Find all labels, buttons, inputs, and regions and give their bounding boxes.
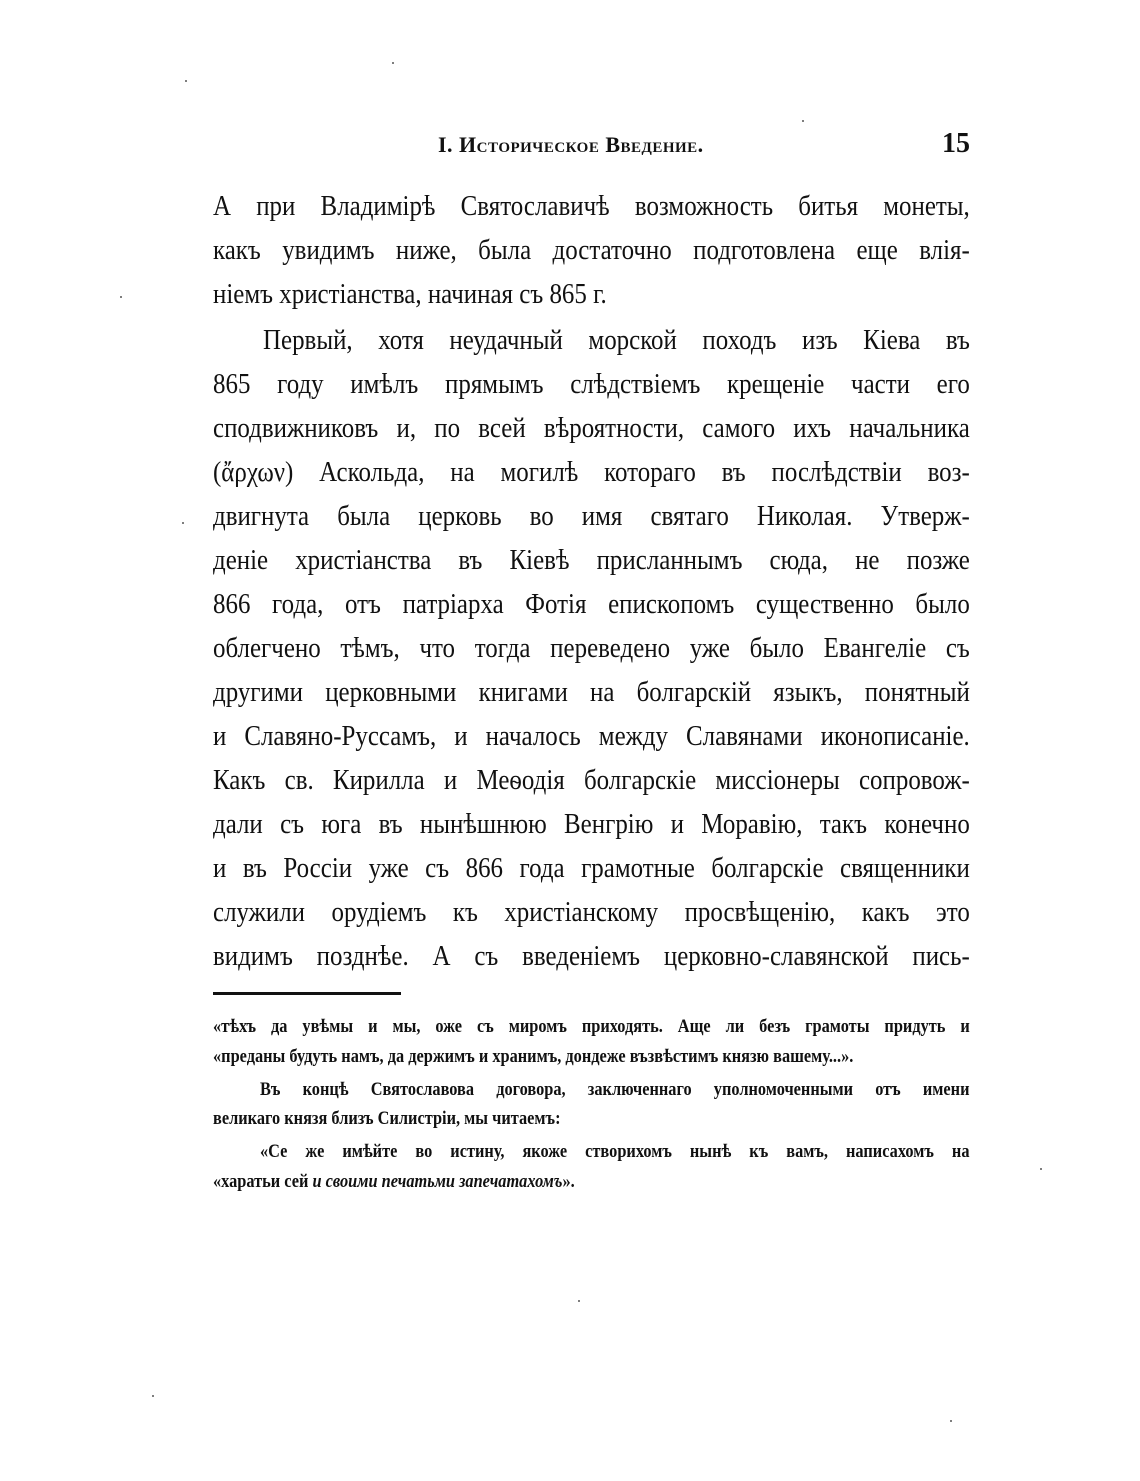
running-title: I. Историческое Введение. [438,132,704,157]
body-line: какъ увидимъ ниже, была достаточно подготовлена еще влія- [213,234,970,266]
body-line: видимъ позднѣе. А съ введеніемъ церковно-славянской пись- [213,940,970,972]
body-line: деніе христіанства въ Кіевѣ присланнымъ сюда, не позже [213,544,970,576]
paper-speck [802,120,804,122]
page-number: 15 [942,128,970,159]
body-line: 866 года, отъ патріарха Фотія епископомъ существенно было [213,588,970,620]
paper-speck [392,62,394,64]
footnote-line: «тѣхъ да увѣмы и мы, оже съ миромъ приходять. Аще ли безъ грамоты придуть и [213,1016,970,1037]
body-line: Какъ св. Кирилла и Меѳодія болгарскіе миссіонеры сопровож- [213,764,970,796]
body-line: дали съ юга въ нынѣшнюю Венгрію и Моравію, такъ конечно [213,808,970,840]
footnote-line: великаго князя близъ Силистріи, мы читаемъ: [213,1108,561,1129]
footnote-line [213,1170,970,1194]
paper-speck [1040,1168,1042,1170]
footnote-line: «преданы будуть намъ, да держимъ и хранимъ, дондеже възвѣстимъ князю вашему...». [213,1046,854,1067]
body-line: и Славяно-Руссамъ, и началось между Славянами иконописаніе. [213,720,970,752]
body-line: служили орудіемъ къ христіанскому просвѣщенію, какъ это [213,896,970,928]
footnote-line: Въ концѣ Святославова договора, заключеннаго уполномоченными отъ имени [260,1079,970,1100]
paper-speck [578,1300,580,1302]
body-line: А при Владимірѣ Святославичѣ возможность битья монеты, [213,190,970,222]
footnote-italic-text: и своими печатьми запечатахомъ [312,1171,563,1192]
body-line: ніемъ христіанства, начиная съ 865 г. [213,278,607,310]
paper-speck [120,296,122,298]
paper-speck [182,522,184,524]
body-line: Первый, хотя неудачный морской походъ изъ Кіева въ [263,324,970,356]
body-line: двигнута была церковь во имя святаго Николая. Утверж- [213,500,970,532]
footnote-rule [213,992,401,995]
paper-speck [185,80,187,82]
body-line: (ἄρχων) Аскольда, на могилѣ котораго въ послѣдствіи воз- [213,456,970,488]
body-line: 865 году имѣлъ прямымъ слѣдствіемъ крещеніе части его [213,368,970,400]
footnote-text: «харатьи сей [213,1171,313,1192]
footnote-line: «Се же имѣйте во истину, якоже створихомъ нынѣ къ вамъ, написахомъ на [260,1141,970,1162]
paper-speck [950,1420,952,1422]
body-line: другими церковными книгами на болгарскій языкъ, понятный [213,676,970,708]
running-head [213,128,970,168]
body-line: и въ Россіи уже съ 866 года грамотные болгарскіе священники [213,852,970,884]
footnote-text: ». [562,1171,575,1192]
body-line: облегчено тѣмъ, что тогда переведено уже было Евангеліе съ [213,632,970,664]
paper-speck [152,1395,154,1397]
body-line: сподвижниковъ и, по всей вѣроятности, самого ихъ начальника [213,412,970,444]
